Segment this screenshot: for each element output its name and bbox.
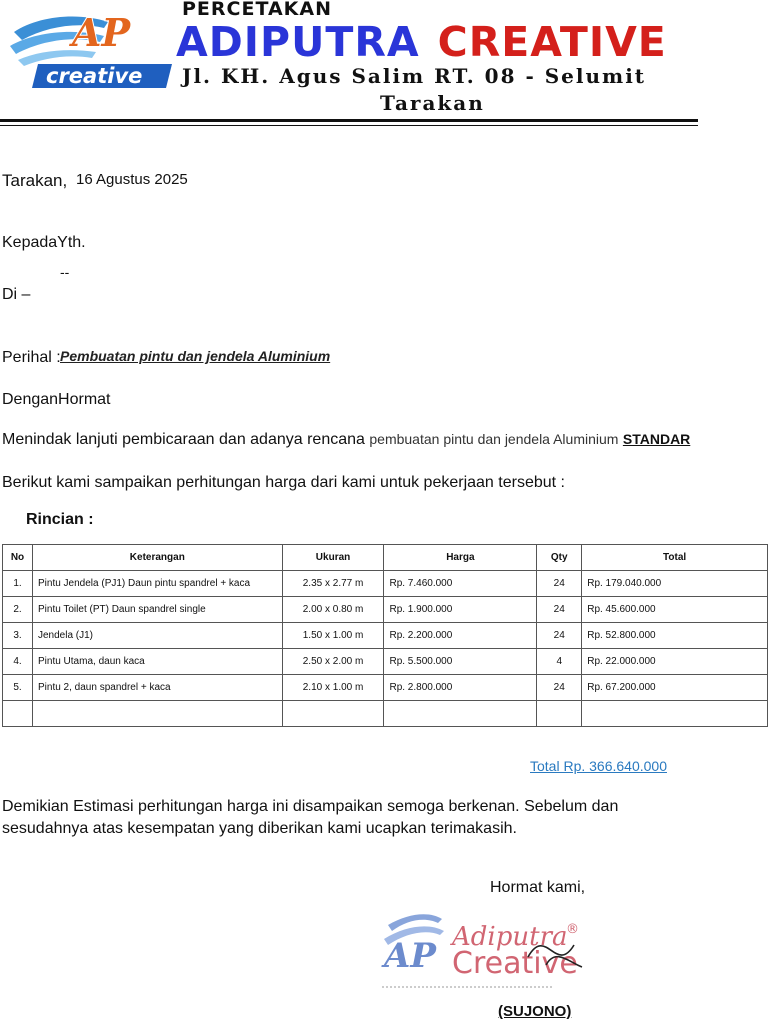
company-address-line1: Jl. KH. Agus Salim RT. 08 - Selumit <box>182 64 647 88</box>
cell-price: Rp. 2.200.000 <box>384 623 537 649</box>
intro-part3: STANDAR <box>622 431 691 447</box>
addressee-name: -- <box>60 264 70 280</box>
letterhead-divider-thick <box>0 119 698 122</box>
sign-off: Hormat kami, <box>490 879 586 896</box>
cell-total: Rp. 22.000.000 <box>582 649 768 675</box>
cell-size <box>282 701 384 727</box>
cell-total: Rp. 67.200.000 <box>582 675 768 701</box>
closing-paragraph: Demikian Estimasi perhitungan harga ini disampaikan semoga berkenan. Sebelum dan sesudahnya atas kesempatan yang diberikan kami ucapkan terimakasih. <box>2 798 619 837</box>
cell-size: 2.50 x 2.00 m <box>282 649 384 675</box>
stamp-mark: AP <box>384 936 436 976</box>
addressee-label: KepadaYth. <box>2 234 86 251</box>
addressee-place: Di – <box>2 286 31 303</box>
cell-total: Rp. 45.600.000 <box>582 597 768 623</box>
company-name <box>176 18 667 66</box>
price-table <box>2 544 768 727</box>
cell-no: 4. <box>3 649 33 675</box>
cell-total: Rp. 52.800.000 <box>582 623 768 649</box>
letterhead-divider-thin <box>0 125 698 126</box>
table-row <box>3 623 768 649</box>
cell-description: Pintu Toilet (PT) Daun spandrel single <box>32 597 282 623</box>
company-logo <box>8 2 174 90</box>
table-row-empty <box>3 701 768 727</box>
table-row <box>3 597 768 623</box>
cell-description: Pintu Jendela (PJ1) Daun pintu spandrel + kaca <box>32 571 282 597</box>
cell-description <box>32 701 282 727</box>
cell-qty: 24 <box>537 597 582 623</box>
cell-price: Rp. 7.460.000 <box>384 571 537 597</box>
signer-name: (SUJONO) <box>498 1003 572 1020</box>
cell-size: 2.35 x 2.77 m <box>282 571 384 597</box>
cell-description: Pintu 2, daun spandrel + kaca <box>32 675 282 701</box>
stamp-line1: Adiputra <box>452 922 568 952</box>
cell-no: 1. <box>3 571 33 597</box>
header-qty: Qty <box>537 545 582 571</box>
subject-value: Pembuatan pintu dan jendela Aluminium <box>60 348 331 364</box>
table-row <box>3 571 768 597</box>
grand-total: Total Rp. 366.640.000 <box>530 758 667 774</box>
table-header-row <box>3 545 768 571</box>
letter-place: Tarakan, <box>2 171 68 190</box>
cell-price <box>384 701 537 727</box>
header-no: No <box>3 545 33 571</box>
cell-size: 1.50 x 1.00 m <box>282 623 384 649</box>
company-name-part1: ADIPUTRA <box>176 18 420 66</box>
cell-description: Pintu Utama, daun kaca <box>32 649 282 675</box>
company-stamp <box>378 905 610 995</box>
letter-date: 16 Agustus 2025 <box>76 171 188 188</box>
logo-wordmark: creative <box>46 64 143 88</box>
subject-label: Perihal : <box>2 349 61 366</box>
cell-total: Rp. 179.040.000 <box>582 571 768 597</box>
calculation-intro: Berikut kami sampaikan perhitungan harga dari kami untuk pekerjaan tersebut : <box>2 474 565 491</box>
cell-price: Rp. 5.500.000 <box>384 649 537 675</box>
cell-description: Jendela (J1) <box>32 623 282 649</box>
stamp-line2: Creative <box>452 946 578 981</box>
stamp-registered-mark: ® <box>566 922 579 937</box>
cell-qty: 24 <box>537 623 582 649</box>
cell-total <box>582 701 768 727</box>
cell-price: Rp. 2.800.000 <box>384 675 537 701</box>
intro-part2: pembuatan pintu dan jendela Aluminium <box>369 431 619 447</box>
cell-qty: 4 <box>537 649 582 675</box>
cell-qty <box>537 701 582 727</box>
cell-qty: 24 <box>537 571 582 597</box>
cell-no <box>3 701 33 727</box>
header-size: Ukuran <box>282 545 384 571</box>
company-name-part2: CREATIVE <box>437 18 667 66</box>
cell-qty: 24 <box>537 675 582 701</box>
cell-price: Rp. 1.900.000 <box>384 597 537 623</box>
intro-part1: Menindak lanjuti pembicaraan dan adanya rencana <box>2 431 365 448</box>
salutation: DenganHormat <box>2 391 111 408</box>
cell-no: 2. <box>3 597 33 623</box>
company-address-line2: Tarakan <box>380 91 485 115</box>
table-row <box>3 649 768 675</box>
table-row <box>3 675 768 701</box>
letterhead-subtitle: PERCETAKAN <box>182 0 332 20</box>
header-price: Harga <box>384 545 537 571</box>
logo-mark: AP <box>72 10 131 55</box>
intro-paragraph <box>2 431 690 449</box>
cell-no: 3. <box>3 623 33 649</box>
cell-size: 2.00 x 0.80 m <box>282 597 384 623</box>
cell-size: 2.10 x 1.00 m <box>282 675 384 701</box>
details-heading: Rincian : <box>26 511 94 528</box>
header-total: Total <box>582 545 768 571</box>
cell-no: 5. <box>3 675 33 701</box>
header-description: Keterangan <box>32 545 282 571</box>
